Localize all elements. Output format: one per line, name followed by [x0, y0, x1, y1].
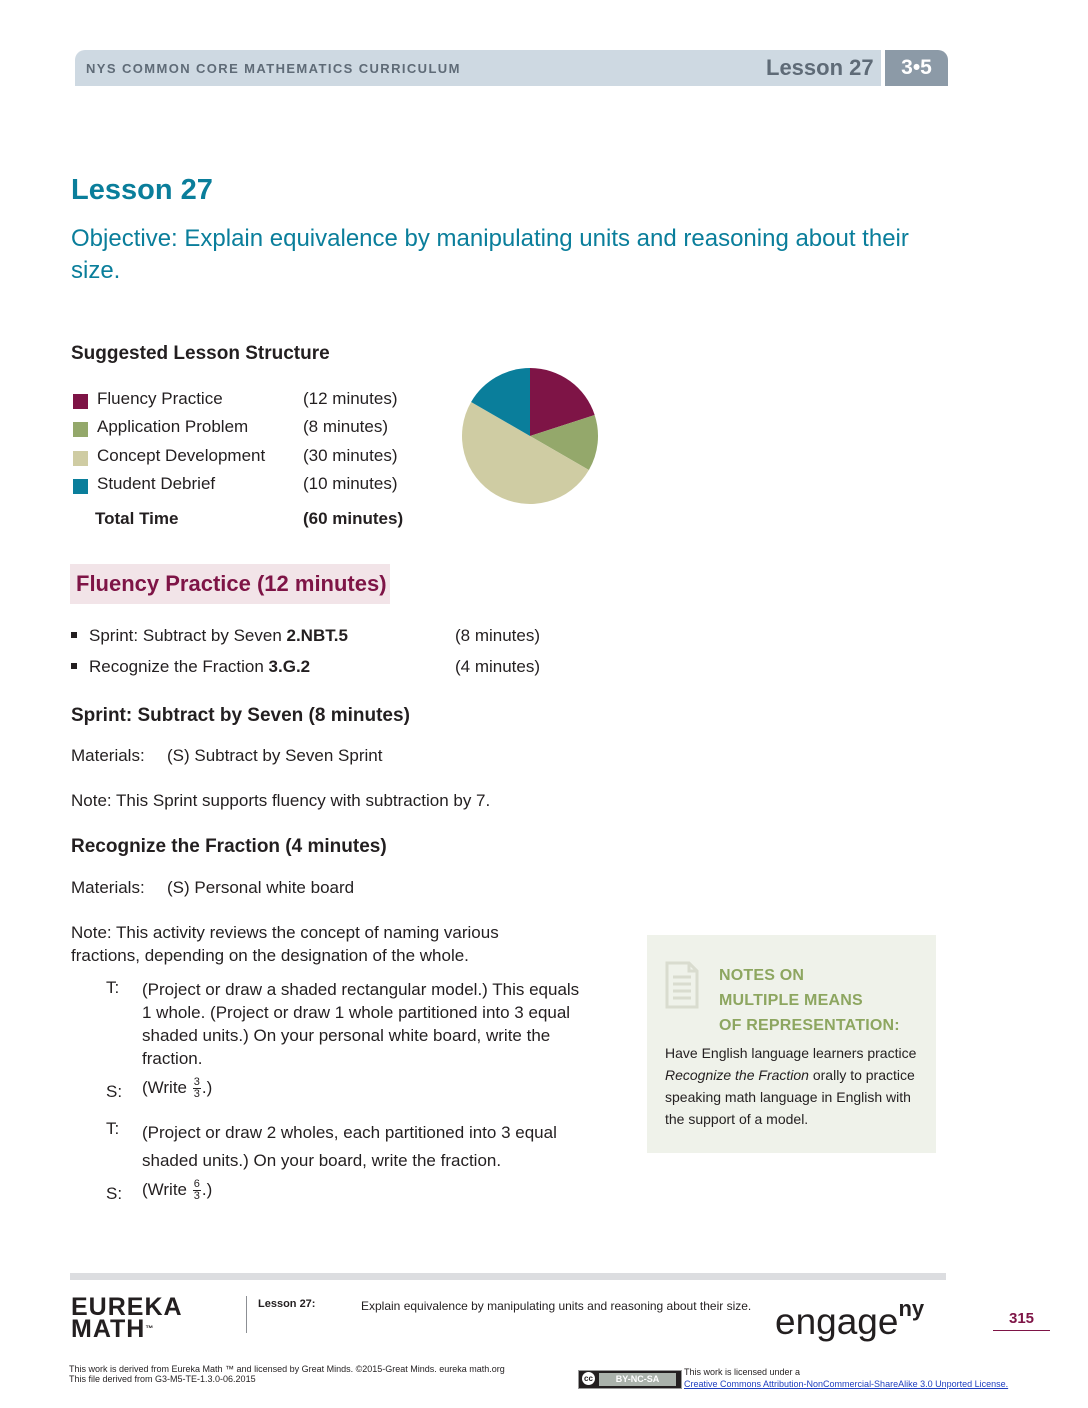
document-icon — [663, 959, 701, 1011]
fraction-denominator: 3 — [193, 1190, 200, 1203]
footer-legal — [69, 1364, 505, 1384]
sprint-materials — [71, 746, 382, 766]
dialogue-text: (Project or draw a shaded rectangular model.) This equals 1 whole. (Project or draw 1 whole partitioned into 3 equal shaded units.) On your personal white board, write the fraction. — [142, 980, 580, 1068]
footer-divider — [246, 1296, 247, 1333]
lesson-structure-pie — [460, 366, 600, 506]
notes-title — [719, 963, 900, 1038]
total-time-row — [95, 509, 435, 529]
structure-item-time: (10 minutes) — [303, 474, 398, 493]
legend-swatch — [73, 394, 88, 409]
structure-item-time: (12 minutes) — [303, 389, 398, 408]
materials-label: Materials: — [71, 878, 145, 897]
fluency-item-text: Recognize the Fraction — [89, 657, 269, 676]
cc-badge-label: BY-NC-SA — [599, 1373, 676, 1386]
materials-text: (S) Personal white board — [167, 878, 355, 897]
dialogue-post: .) — [201, 1078, 213, 1097]
structure-item-name: Fluency Practice — [97, 389, 223, 408]
total-time-label: Total Time — [95, 509, 179, 528]
fluency-item — [71, 657, 591, 683]
dialogue-text: (Project or draw 2 wholes, each partitioned into 3 equal shaded units.) On your board, write the fraction. — [142, 1123, 557, 1170]
module-badge: 3•5 — [885, 50, 948, 86]
notes-text-post: orally to practice speaking math language in English with the support of a model. — [665, 1067, 915, 1127]
dialogue-text — [142, 1178, 587, 1202]
sprint-note: Note: This Sprint supports fluency with subtraction by 7. — [71, 791, 491, 810]
dialogue-speaker: T: — [106, 978, 120, 997]
fluency-item — [71, 626, 591, 652]
materials-label: Materials: — [71, 746, 145, 765]
page-number-rule — [993, 1330, 1050, 1331]
footer-lesson-label: Lesson 27: — [258, 1298, 316, 1310]
dialogue-speaker: T: — [106, 1119, 120, 1138]
structure-item-time: (8 minutes) — [303, 417, 389, 436]
license-text — [684, 1366, 1008, 1390]
bullet-icon — [71, 663, 77, 669]
notes-title-line: OF REPRESENTATION: — [719, 1017, 900, 1034]
legend-swatch — [73, 479, 88, 494]
notes-text-emphasis: Recognize the Fraction — [665, 1067, 809, 1083]
notes-text-pre: Have English language learners practice — [665, 1045, 917, 1061]
engageny-logo: engage$^{ny}$ — [775, 1296, 925, 1342]
structure-item — [71, 446, 431, 472]
materials-text: (S) Subtract by Seven Sprint — [167, 746, 383, 765]
notes-title-line: MULTIPLE MEANS — [719, 992, 863, 1009]
license-line: This work is licensed under a — [684, 1367, 801, 1377]
structure-item-name: Concept Development — [97, 446, 266, 465]
fraction-numerator: 3 — [193, 1076, 200, 1089]
objective: Objective: Explain equivalence by manipulating units and reasoning about their size. — [71, 225, 909, 284]
trademark: ™ — [145, 1324, 155, 1333]
footer-description: Explain equivalence by manipulating units and reasoning about their size. — [361, 1299, 752, 1313]
fluency-item-standard: 3.G.2 — [268, 657, 311, 676]
curriculum-label: NYS COMMON CORE MATHEMATICS CURRICULUM — [86, 61, 461, 76]
notes-title-line: NOTES ON — [719, 967, 805, 984]
fluency-heading: Fluency Practice (12 minutes) — [76, 571, 387, 596]
lesson-title: Lesson 27 — [71, 174, 213, 206]
eureka-math-logo — [71, 1293, 183, 1343]
structure-item — [71, 389, 431, 415]
dialogue-pre: (Write — [142, 1078, 192, 1097]
sprint-heading: Sprint: Subtract by Seven (8 minutes) — [71, 705, 410, 726]
fraction-denominator: 3 — [193, 1088, 200, 1101]
legal-line: This work is derived from Eureka Math ™ and licensed by Great Minds. ©2015-Great Minds. eureka math.org — [69, 1364, 505, 1374]
dialogue-post: .) — [201, 1180, 213, 1199]
fluency-item-text: Sprint: Subtract by Seven — [89, 626, 287, 645]
logo-line: EUREKA — [71, 1293, 183, 1321]
total-time-value: (60 minutes) — [303, 509, 404, 528]
recognize-heading: Recognize the Fraction (4 minutes) — [71, 836, 387, 857]
dialogue-speaker: S: — [106, 1184, 123, 1203]
logo-superscript: ny — [898, 1296, 925, 1321]
legend-swatch — [73, 451, 88, 466]
fluency-item-standard: 2.NBT.5 — [286, 626, 348, 645]
legend-swatch — [73, 422, 88, 437]
fluency-item-time: (4 minutes) — [455, 657, 541, 676]
cc-license-badge[interactable] — [578, 1370, 682, 1389]
structure-item-time: (30 minutes) — [303, 446, 398, 465]
recognize-materials — [71, 878, 354, 898]
cc-icon: cc — [582, 1372, 595, 1385]
recognize-note: Note: This activity reviews the concept of naming various fractions, depending on the designation of the whole. — [71, 923, 499, 965]
fraction — [193, 1077, 201, 1100]
legal-line: This file derived from G3-M5-TE-1.3.0-06.2015 — [69, 1374, 256, 1384]
fraction — [193, 1179, 201, 1202]
license-link[interactable]: Creative Commons Attribution-NonCommercial-ShareAlike 3.0 Unported License. — [684, 1379, 1009, 1389]
fluency-item-time: (8 minutes) — [455, 626, 541, 645]
dialogue-speaker: S: — [106, 1082, 123, 1101]
structure-item — [71, 417, 431, 443]
dialogue-text — [142, 1076, 587, 1100]
fraction-numerator: 6 — [193, 1178, 200, 1191]
structure-item — [71, 474, 431, 500]
bullet-icon — [71, 632, 77, 638]
structure-heading: Suggested Lesson Structure — [71, 343, 330, 364]
structure-item-name: Application Problem — [97, 417, 249, 436]
header-lesson: Lesson 27 — [766, 55, 874, 80]
structure-item-name: Student Debrief — [97, 474, 216, 493]
page-number: 315 — [1008, 1310, 1035, 1327]
notes-text — [665, 1042, 927, 1130]
footer-rule — [70, 1273, 946, 1280]
logo-line: MATH™ — [71, 1315, 155, 1343]
dialogue-pre: (Write — [142, 1180, 192, 1199]
